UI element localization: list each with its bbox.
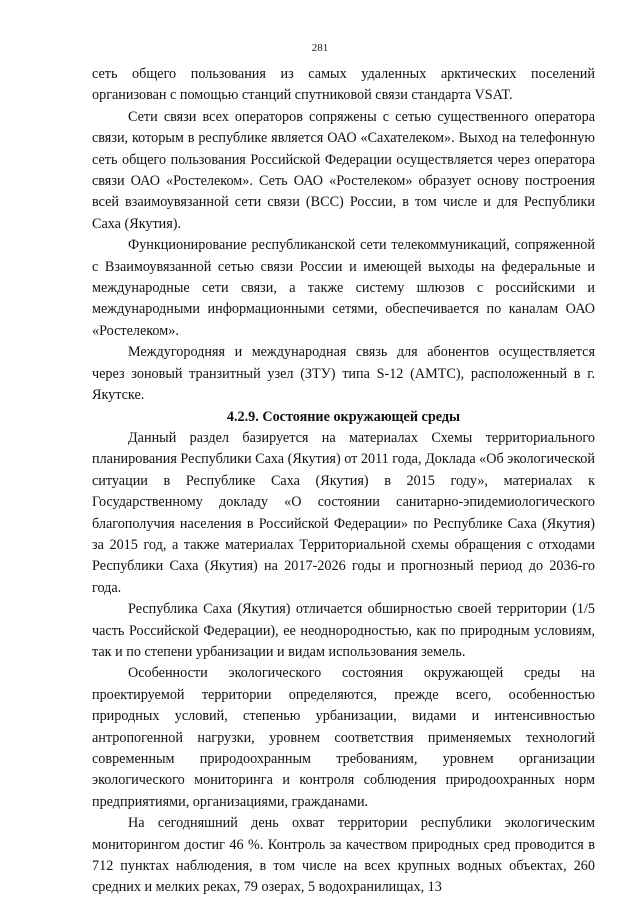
paragraph-monitoring: На сегодняшний день охват территории республики экологическим мониторингом достиг 46 %. Контроль за качеством природных сред проводится в 712 пунктах наблюдения, в том числе на всех крупных водных объектах, 260 средних и мелких реках, 79 озерах, 5 водохранилищах, 13 [92,815,595,896]
paragraph-telecom-network: Функционирование республиканской сети телекоммуникаций, сопряженной с Взаимоувязанной сетью связи России и имеющей выходы на федеральные и международные сети связи, а также систему шлюзов с российскими и международными информационными сетями, обеспечивается по каналам ОАО «Ростелеком». [92,237,595,339]
section-heading: 4.2.9. Состояние окружающей среды [226,408,461,425]
page-number: 281 [311,42,329,54]
paragraph-ecology-features: Особенности экологического состояния окружающей среды на проектируемой территории определяются, прежде всего, особенностью природных условий, степенью урбанизации, видами и интенсивностью антропогенной нагрузки, уровнем соответствия применяемых технологий современным природоохранным требованиям, уровнем организации экологического мониторинга и контроля соблюдения природоохранных норм предприятиями, организациями, гражданами. [92,665,595,810]
paragraph-sources: Данный раздел базируется на материалах Схемы территориального планирования Республики Саха (Якутия) от 2011 года, Доклада «Об экологической ситуации в Республике Саха (Якутия) в 2015 году», материалах к Государственному докладу «О состоянии санитарно-эпидемиологического благополучия населения в Российской Федерации» по Республике Саха (Якутия) за 2015 год, а также материалах Территориальной схемы обращения с отходами Республики Саха (Якутия) на 2017-2026 годы и прогнозный период до 2036-го года. [92,429,595,596]
body-text [92,64,595,899]
paragraph-continuation: сеть общего пользования из самых удаленных арктических поселений организован с помощью станций спутниковой связи стандарта VSAT. [92,66,595,104]
paragraph-territory: Республика Саха (Якутия) отличается обширностью своей территории (1/5 часть Российской Федерации), ее неоднородностью, как по природным условиям, так и по степени урбанизации и видам использования земель. [92,601,595,660]
paragraph-operators: Сети связи всех операторов сопряжены с сетью существенного оператора связи, которым в республике является ОАО «Сахателеком». Выход на телефонную сеть общего пользования Российской Федерации осуществляется через оператора связи ОАО «Ростелеком». Сеть ОАО «Ростелеком» образует основу построения всей взаимоувязанной сети связи (ВСС) России, в том числе и для Республики Саха (Якутия). [92,108,595,232]
paragraph-long-distance: Междугородняя и международная связь для абонентов осуществляется через зоновый транзитный узел (ЗТУ) типа S-12 (АМТС), расположенный в г. Якутске. [92,344,595,404]
